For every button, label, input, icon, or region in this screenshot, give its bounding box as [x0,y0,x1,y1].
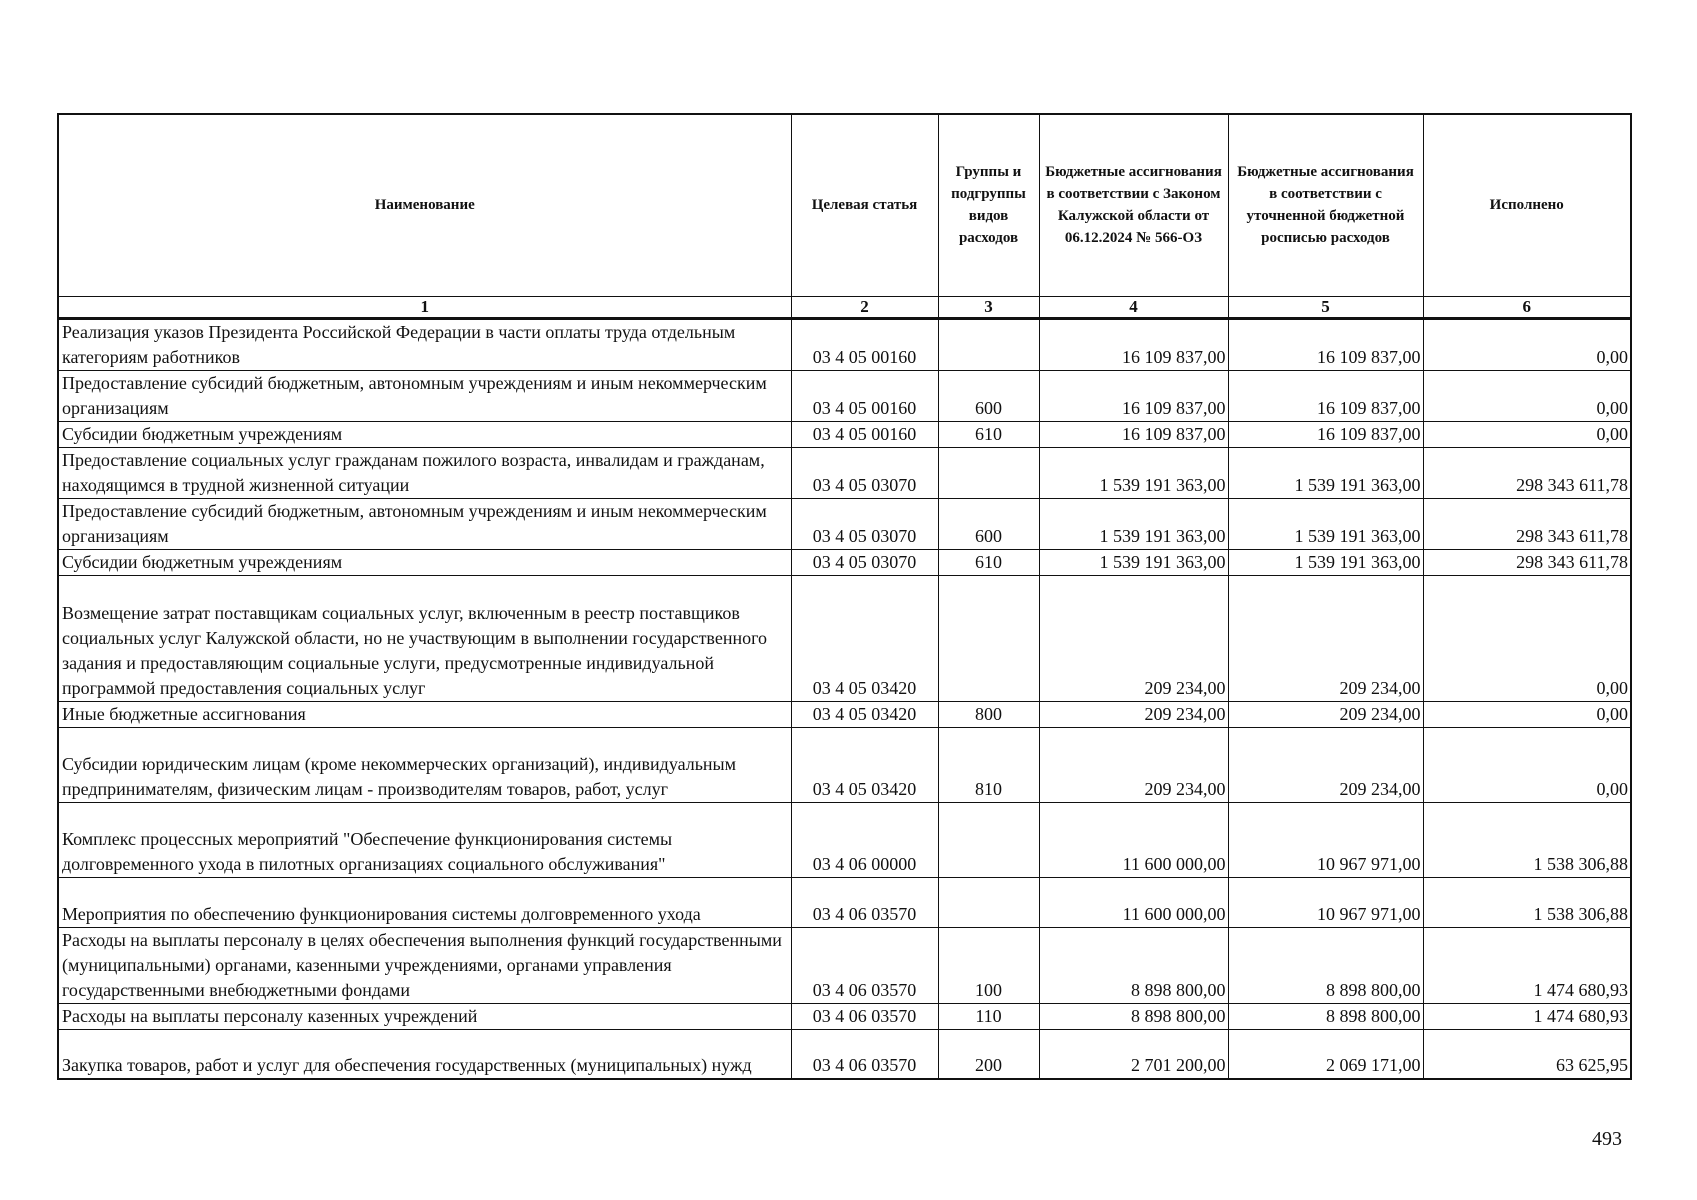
row-law-amount: 11 600 000,00 [1039,877,1228,927]
column-number: 6 [1423,296,1631,318]
row-expense-group: 600 [938,498,1039,549]
row-expense-group: 600 [938,370,1039,421]
row-expense-group [938,575,1039,701]
row-law-amount: 2 701 200,00 [1039,1029,1228,1079]
budget-table [57,113,1632,1080]
row-refined-amount: 209 234,00 [1228,575,1423,701]
header-row [58,114,1631,296]
row-name: Возмещение затрат поставщикам социальных услуг, включенным в реестр поставщиков социальных услуг Калужской области, но не участвующим в выполнении государственного задания и предоставляющим социальные услуги, предусмотренные индивидуальной программой предоставления социальных услуг [58,575,791,701]
row-executed-amount: 0,00 [1423,701,1631,727]
row-executed-amount: 298 343 611,78 [1423,549,1631,575]
row-name: Субсидии бюджетным учреждениям [58,421,791,447]
row-name: Закупка товаров, работ и услуг для обеспечения государственных (муниципальных) нужд [58,1029,791,1079]
row-name: Предоставление субсидий бюджетным, автономным учреждениям и иным некоммерческим организациям [58,498,791,549]
column-number: 3 [938,296,1039,318]
table-row [58,370,1631,421]
row-executed-amount: 0,00 [1423,421,1631,447]
row-name: Субсидии бюджетным учреждениям [58,549,791,575]
row-executed-amount: 298 343 611,78 [1423,447,1631,498]
row-expense-group [938,447,1039,498]
table-row [58,802,1631,877]
row-name: Иные бюджетные ассигнования [58,701,791,727]
row-target-article: 03 4 05 03420 [791,727,938,802]
table-row [58,549,1631,575]
row-executed-amount: 1 538 306,88 [1423,877,1631,927]
row-law-amount: 209 234,00 [1039,575,1228,701]
row-law-amount: 1 539 191 363,00 [1039,447,1228,498]
row-refined-amount: 8 898 800,00 [1228,1003,1423,1029]
row-executed-amount: 0,00 [1423,370,1631,421]
row-executed-amount: 0,00 [1423,727,1631,802]
page-number: 493 [1592,1128,1622,1150]
row-target-article: 03 4 05 03420 [791,575,938,701]
row-executed-amount: 0,00 [1423,575,1631,701]
row-name: Предоставление субсидий бюджетным, автономным учреждениям и иным некоммерческим организациям [58,370,791,421]
row-refined-amount: 209 234,00 [1228,727,1423,802]
row-law-amount: 11 600 000,00 [1039,802,1228,877]
row-law-amount: 8 898 800,00 [1039,1003,1228,1029]
column-number-row [58,296,1631,318]
row-refined-amount: 16 109 837,00 [1228,370,1423,421]
row-expense-group [938,877,1039,927]
row-law-amount: 1 539 191 363,00 [1039,549,1228,575]
row-refined-amount: 16 109 837,00 [1228,318,1423,370]
table-row [58,447,1631,498]
row-law-amount: 1 539 191 363,00 [1039,498,1228,549]
row-target-article: 03 4 06 03570 [791,1003,938,1029]
row-refined-amount: 16 109 837,00 [1228,421,1423,447]
row-law-amount: 16 109 837,00 [1039,421,1228,447]
row-target-article: 03 4 06 03570 [791,1029,938,1079]
row-expense-group: 200 [938,1029,1039,1079]
row-executed-amount: 298 343 611,78 [1423,498,1631,549]
table-row [58,927,1631,1003]
row-refined-amount: 10 967 971,00 [1228,877,1423,927]
row-refined-amount: 1 539 191 363,00 [1228,498,1423,549]
table-row [58,1003,1631,1029]
table-row [58,421,1631,447]
header-name: Наименование [58,114,791,296]
table-row [58,727,1631,802]
row-refined-amount: 8 898 800,00 [1228,927,1423,1003]
row-expense-group [938,802,1039,877]
row-law-amount: 8 898 800,00 [1039,927,1228,1003]
row-target-article: 03 4 05 00160 [791,318,938,370]
row-expense-group [938,318,1039,370]
row-refined-amount: 10 967 971,00 [1228,802,1423,877]
row-expense-group: 610 [938,421,1039,447]
header-executed: Исполнено [1423,114,1631,296]
row-refined-amount: 1 539 191 363,00 [1228,447,1423,498]
row-law-amount: 209 234,00 [1039,701,1228,727]
row-law-amount: 16 109 837,00 [1039,370,1228,421]
row-target-article: 03 4 05 03070 [791,498,938,549]
header-refined-appropriations: Бюджетные ассигнования в соответствии с уточненной бюджетной росписью расходов [1228,114,1423,296]
row-expense-group: 110 [938,1003,1039,1029]
row-expense-group: 610 [938,549,1039,575]
row-executed-amount: 1 474 680,93 [1423,927,1631,1003]
header-target-article: Целевая статья [791,114,938,296]
row-target-article: 03 4 05 00160 [791,421,938,447]
row-expense-group: 810 [938,727,1039,802]
table-row [58,877,1631,927]
row-target-article: 03 4 05 03070 [791,549,938,575]
column-number: 2 [791,296,938,318]
row-name: Предоставление социальных услуг гражданам пожилого возраста, инвалидам и гражданам, находящимся в трудной жизненной ситуации [58,447,791,498]
column-number: 5 [1228,296,1423,318]
row-target-article: 03 4 05 03420 [791,701,938,727]
row-name: Реализация указов Президента Российской Федерации в части оплаты труда отдельным категориям работников [58,318,791,370]
row-executed-amount: 63 625,95 [1423,1029,1631,1079]
row-target-article: 03 4 06 00000 [791,802,938,877]
row-target-article: 03 4 06 03570 [791,927,938,1003]
table-row [58,701,1631,727]
row-target-article: 03 4 06 03570 [791,877,938,927]
row-name: Комплекс процессных мероприятий "Обеспечение функционирования системы долговременного ухода в пилотных организациях социального обслуживания" [58,802,791,877]
row-refined-amount: 209 234,00 [1228,701,1423,727]
row-name: Субсидии юридическим лицам (кроме некоммерческих организаций), индивидуальным предпринимателям, физическим лицам - производителям товаров, работ, услуг [58,727,791,802]
header-expense-group: Группы и подгруппы видов расходов [938,114,1039,296]
row-refined-amount: 1 539 191 363,00 [1228,549,1423,575]
table-row [58,498,1631,549]
row-name: Мероприятия по обеспечению функционирования системы долговременного ухода [58,877,791,927]
row-law-amount: 16 109 837,00 [1039,318,1228,370]
row-refined-amount: 2 069 171,00 [1228,1029,1423,1079]
header-law-appropriations: Бюджетные ассигнования в соответствии с Законом Калужской области от 06.12.2024 № 566-ОЗ [1039,114,1228,296]
row-executed-amount: 1 474 680,93 [1423,1003,1631,1029]
row-executed-amount: 1 538 306,88 [1423,802,1631,877]
table-row [58,575,1631,701]
row-expense-group: 100 [938,927,1039,1003]
table-row [58,1029,1631,1079]
row-executed-amount: 0,00 [1423,318,1631,370]
row-target-article: 03 4 05 03070 [791,447,938,498]
row-target-article: 03 4 05 00160 [791,370,938,421]
row-name: Расходы на выплаты персоналу казенных учреждений [58,1003,791,1029]
row-expense-group: 800 [938,701,1039,727]
table-row [58,318,1631,370]
row-name: Расходы на выплаты персоналу в целях обеспечения выполнения функций государственными (муниципальными) органами, казенными учреждениями, органами управления государственными внебюджетными фондами [58,927,791,1003]
column-number: 4 [1039,296,1228,318]
column-number: 1 [58,296,791,318]
row-law-amount: 209 234,00 [1039,727,1228,802]
